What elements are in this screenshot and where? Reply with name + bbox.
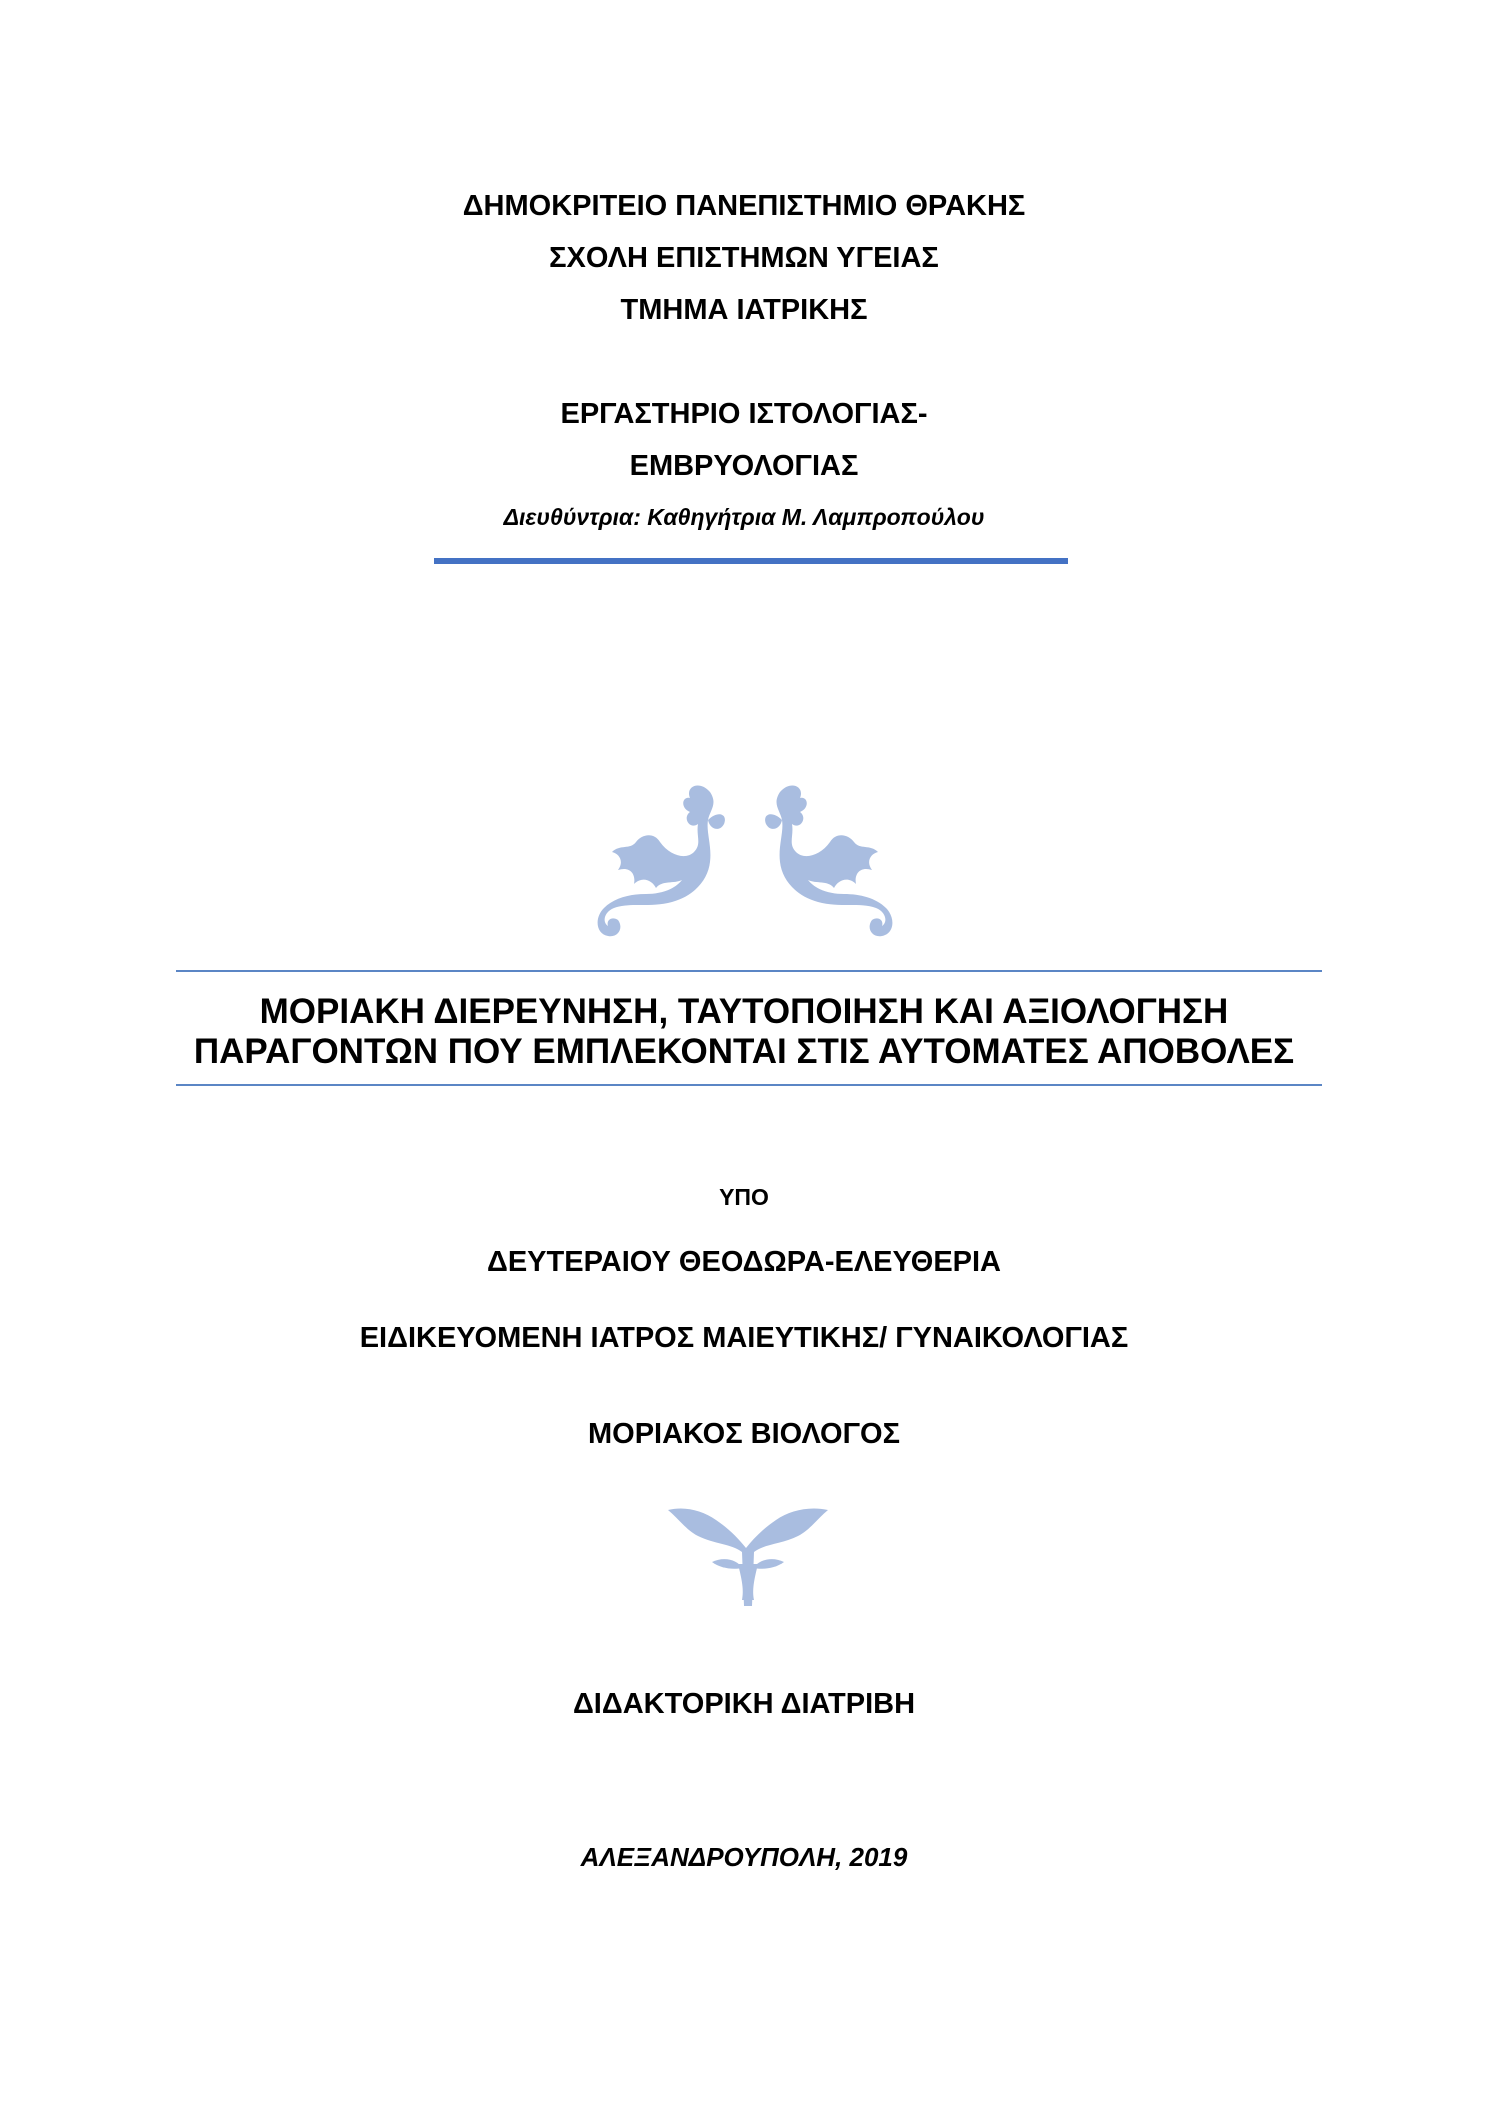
title-bottom-rule xyxy=(176,1084,1322,1086)
floral-flourish-icon xyxy=(590,780,900,940)
university-name: ΔΗΜΟΚΡΙΤΕΙΟ ΠΑΝΕΠΙΣΤΗΜΙΟ ΘΡΑΚΗΣ xyxy=(462,190,1026,222)
lab-director: Διευθύντρια: Καθηγήτρια Μ. Λαμπροπούλου xyxy=(503,504,985,530)
thesis-title-line1: ΜΟΡΙΑΚΗ ΔΙΕΡΕΥΝΗΣΗ, ΤΑΥΤΟΠΟΙΗΣΗ ΚΑΙ ΑΞΙΟΛΟΓΗΣΗ xyxy=(259,992,1229,1031)
title-top-rule xyxy=(176,970,1322,972)
lab-name-line1: ΕΡΓΑΣΤΗΡΙΟ ΙΣΤΟΛΟΓΙΑΣ- xyxy=(560,398,928,430)
place-year: ΑΛΕΞΑΝΔΡΟΥΠΟΛΗ, 2019 xyxy=(580,1842,908,1872)
by-label: ΥΠΟ xyxy=(719,1184,769,1210)
author-specialty: ΕΙΔΙΚΕΥΟΜΕΝΗ ΙΑΤΡΟΣ ΜΑΙΕΥΤΙΚΗΣ/ ΓΥΝΑΙΚΟΛΟΓΙΑΣ xyxy=(359,1322,1129,1354)
document-type: ΔΙΔΑΚΤΟΡΙΚΗ ΔΙΑΤΡΙΒΗ xyxy=(572,1688,916,1720)
lab-name-line2: ΕΜΒΡΥΟΛΟΓΙΑΣ xyxy=(629,450,859,482)
accent-divider xyxy=(434,558,1068,564)
author-role: ΜΟΡΙΑΚΟΣ ΒΙΟΛΟΓΟΣ xyxy=(588,1418,900,1450)
sprout-ornament-icon xyxy=(668,1506,828,1608)
thesis-title-line2: ΠΑΡΑΓΟΝΤΩΝ ΠΟΥ ΕΜΠΛΕΚΟΝΤΑΙ ΣΤΙΣ ΑΥΤΟΜΑΤΕΣ ΑΠΟΒΟΛΕΣ xyxy=(193,1032,1295,1071)
department-name: ΤΜΗΜΑ ΙΑΤΡΙΚΗΣ xyxy=(620,294,868,326)
author-name: ΔΕΥΤΕΡΑΙΟΥ ΘΕΟΔΩΡΑ-ΕΛΕΥΘΕΡΙΑ xyxy=(487,1246,1001,1278)
school-name: ΣΧΟΛΗ ΕΠΙΣΤΗΜΩΝ ΥΓΕΙΑΣ xyxy=(549,242,939,274)
